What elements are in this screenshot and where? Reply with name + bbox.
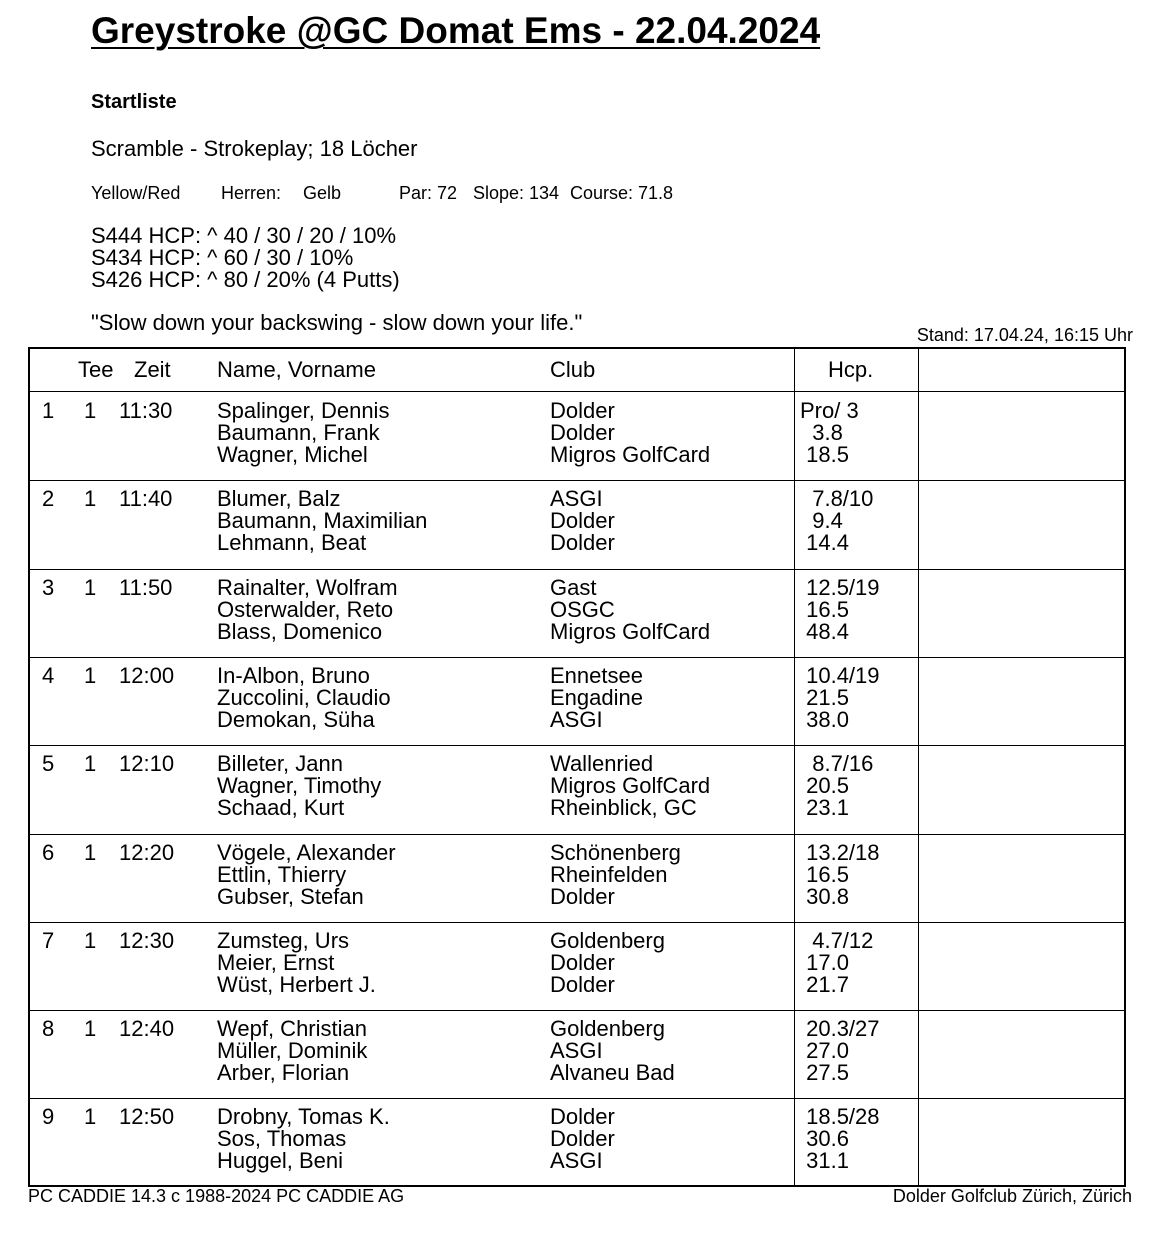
player-name: Zumsteg, Urs: [217, 927, 350, 953]
player-club: Dolder: [550, 530, 615, 556]
player-name: Schaad, Kurt: [217, 795, 345, 821]
flight-number: 7: [42, 927, 55, 953]
player-name: Baumann, Maximilian: [217, 508, 428, 534]
course-rating: Course: 71.8: [570, 183, 674, 203]
flight-time: 11:40: [119, 486, 173, 512]
flight-number: 6: [42, 839, 55, 865]
player-hcp: 18.5: [800, 442, 849, 467]
player-hcp: Pro/ 3: [800, 398, 859, 423]
player-name: Wüst, Herbert J.: [217, 971, 376, 997]
flight-number: 4: [42, 662, 55, 688]
player-club: Dolder: [550, 949, 615, 975]
player-club: Schönenberg: [550, 839, 681, 865]
flight-time: 12:40: [119, 1016, 175, 1042]
list-subtitle: Startliste: [91, 91, 177, 113]
player-club: Dolder: [550, 883, 615, 909]
player-name: Osterwalder, Reto: [217, 596, 394, 622]
player-club: Dolder: [550, 398, 615, 423]
player-club: ASGI: [550, 1148, 603, 1174]
flight-tee: 1: [84, 839, 97, 865]
game-format: Scramble - Strokeplay; 18 Löcher: [91, 136, 418, 161]
flight-tee: 1: [84, 1016, 97, 1042]
flight-row: [30, 657, 1124, 745]
flight-time: 12:10: [119, 751, 175, 777]
player-name: In-Albon, Bruno: [217, 662, 370, 688]
course-slope: Slope: 134: [473, 183, 560, 203]
flight-row: [30, 834, 1124, 922]
player-name: Müller, Dominik: [217, 1038, 368, 1064]
flight-time: 12:30: [119, 927, 175, 953]
player-club: Rheinfelden: [550, 861, 668, 887]
player-names: [217, 1018, 367, 1084]
player-clubs: [550, 753, 710, 819]
hcp-rule-s426: S426 HCP: ^ 80 / 20% (4 Putts): [91, 267, 400, 292]
player-clubs: [550, 1106, 615, 1172]
player-club: Migros GolfCard: [550, 618, 711, 644]
player-clubs: [550, 400, 710, 466]
flight-row: [30, 922, 1124, 1010]
player-name: Demokan, Süha: [217, 706, 375, 732]
flight-row: [30, 1098, 1124, 1186]
flight-tee: 1: [84, 486, 97, 512]
player-name: Wagner, Timothy: [217, 773, 382, 799]
flight-number: 9: [42, 1104, 55, 1130]
player-club: Dolder: [550, 420, 615, 445]
player-names: [217, 1106, 390, 1172]
player-names: [217, 753, 381, 819]
player-names: [217, 927, 376, 997]
player-hcp: 10.4/19: [800, 662, 880, 688]
player-hcp: 13.2/18: [800, 839, 880, 865]
player-hcps: [800, 1018, 880, 1084]
player-club: Rheinblick, GC: [550, 795, 697, 821]
player-club: ASGI: [550, 706, 603, 732]
flight-tee: 1: [84, 927, 97, 953]
player-hcp: 16.5: [800, 596, 849, 622]
player-club: ASGI: [550, 486, 603, 512]
player-hcp: 30.8: [800, 883, 849, 909]
player-hcp: 17.0: [800, 949, 849, 975]
player-club: Dolder: [550, 508, 615, 534]
page-title: Greystroke @GC Domat Ems - 22.04.2024: [91, 10, 821, 51]
player-name: Ettlin, Thierry: [217, 861, 347, 887]
flight-time: 11:50: [119, 574, 173, 600]
course-gender: Herren:: [221, 183, 282, 203]
flight-row: [30, 480, 1124, 568]
player-club: Goldenberg: [550, 927, 665, 953]
player-clubs: [550, 662, 643, 732]
player-name: Zuccolini, Claudio: [217, 684, 391, 710]
course-par: Par: 72: [399, 183, 458, 203]
player-club: Migros GolfCard: [550, 442, 711, 467]
player-clubs: [550, 1018, 675, 1084]
footer-software-credit: PC CADDIE 14.3 c 1988-2024 PC CADDIE AG: [28, 1186, 405, 1206]
flight-tee: 1: [84, 1104, 97, 1130]
column-header-time: Zeit: [134, 357, 171, 382]
flight-number: 2: [42, 486, 55, 512]
player-hcps: [800, 839, 880, 909]
player-hcps: [800, 753, 873, 819]
player-hcp: 7.8/10: [800, 486, 874, 512]
player-hcps: [800, 1106, 880, 1172]
hcp-rule-s434: S434 HCP: ^ 60 / 30 / 10%: [91, 245, 354, 270]
player-hcp: 20.3/27: [800, 1016, 880, 1042]
player-name: Meier, Ernst: [217, 949, 335, 975]
player-name: Lehmann, Beat: [217, 530, 367, 556]
flight-row: [30, 392, 1124, 480]
column-header-name: Name, Vorname: [217, 357, 376, 382]
player-hcp: 23.1: [800, 795, 849, 821]
player-hcp: 21.7: [800, 971, 849, 997]
player-hcp: 27.5: [800, 1060, 849, 1086]
player-hcps: [800, 488, 873, 554]
player-hcp: 38.0: [800, 706, 849, 732]
player-hcp: 4.7/12: [800, 927, 874, 953]
player-club: Goldenberg: [550, 1016, 665, 1042]
player-hcp: 27.0: [800, 1038, 849, 1064]
player-name: Billeter, Jann: [217, 751, 343, 777]
player-name: Vögele, Alexander: [217, 839, 396, 865]
player-name: Gubser, Stefan: [217, 883, 364, 909]
course-tee-color: Gelb: [303, 183, 342, 203]
player-club: Gast: [550, 574, 597, 600]
player-hcp: 18.5/28: [800, 1104, 880, 1130]
flight-tee: 1: [84, 574, 97, 600]
flight-row: [30, 1010, 1124, 1098]
player-hcp: 8.7/16: [800, 751, 874, 777]
player-name: Rainalter, Wolfram: [217, 574, 398, 600]
player-hcp: 21.5: [800, 684, 849, 710]
player-hcp: 12.5/19: [800, 574, 880, 600]
player-names: [217, 574, 398, 644]
player-hcp: 16.5: [800, 861, 849, 887]
player-hcp: 30.6: [800, 1126, 849, 1152]
player-hcp: 3.8: [800, 420, 843, 445]
hcp-rule-s444: S444 HCP: ^ 40 / 30 / 20 / 10%: [91, 223, 397, 248]
player-hcps: [800, 400, 859, 466]
player-clubs: [550, 488, 615, 554]
player-name: Huggel, Beni: [217, 1148, 343, 1174]
player-club: Ennetsee: [550, 662, 643, 688]
column-header-club: Club: [550, 357, 596, 382]
player-hcp: 48.4: [800, 618, 849, 644]
player-name: Blumer, Balz: [217, 486, 341, 512]
player-club: Alvaneu Bad: [550, 1060, 675, 1086]
flight-number: 3: [42, 574, 55, 600]
player-club: Dolder: [550, 1104, 615, 1130]
player-club: Dolder: [550, 1126, 615, 1152]
player-name: Drobny, Tomas K.: [217, 1104, 390, 1130]
player-club: ASGI: [550, 1038, 603, 1064]
flight-tee: 1: [84, 751, 97, 777]
player-name: Wagner, Michel: [217, 442, 368, 467]
flight-time: 12:50: [119, 1104, 175, 1130]
player-name: Arber, Florian: [217, 1060, 350, 1086]
player-names: [217, 488, 427, 554]
flight-number: 1: [42, 398, 55, 423]
player-names: [217, 839, 396, 909]
flight-time: 12:00: [119, 662, 175, 688]
player-club: Migros GolfCard: [550, 773, 711, 799]
flight-number: 8: [42, 1016, 55, 1042]
player-name: Wepf, Christian: [217, 1016, 367, 1042]
player-hcps: [800, 662, 880, 732]
player-clubs: [550, 574, 711, 644]
player-names: [217, 400, 389, 466]
player-name: Baumann, Frank: [217, 420, 380, 445]
player-club: Engadine: [550, 684, 643, 710]
flight-row: [30, 569, 1124, 657]
player-names: [217, 662, 391, 732]
column-header-tee: Tee: [78, 357, 114, 382]
player-club: Dolder: [550, 971, 615, 997]
player-hcps: [800, 927, 874, 997]
player-club: Wallenried: [550, 751, 654, 777]
flight-number: 5: [42, 751, 55, 777]
motto-quote: "Slow down your backswing - slow down your life.": [91, 310, 583, 335]
player-hcp: 14.4: [800, 530, 849, 556]
flight-time: 12:20: [119, 839, 175, 865]
course-tees: Yellow/Red: [91, 183, 181, 203]
player-name: Sos, Thomas: [217, 1126, 347, 1152]
player-club: OSGC: [550, 596, 615, 622]
player-hcps: [800, 574, 880, 644]
flight-tee: 1: [84, 398, 97, 423]
player-name: Blass, Domenico: [217, 618, 383, 644]
column-header-hcp: Hcp.: [828, 357, 874, 382]
flight-tee: 1: [84, 662, 97, 688]
player-hcp: 31.1: [800, 1148, 849, 1174]
player-clubs: [550, 839, 681, 909]
stand-timestamp: Stand: 17.04.24, 16:15 Uhr: [916, 325, 1133, 345]
start-list-table: [28, 347, 1126, 1187]
player-clubs: [550, 927, 665, 997]
player-name: Spalinger, Dennis: [217, 398, 390, 423]
flight-row: [30, 745, 1124, 833]
flight-time: 11:30: [119, 398, 173, 423]
player-hcp: 20.5: [800, 773, 849, 799]
footer-club-name: Dolder Golfclub Zürich, Zürich: [892, 1186, 1132, 1206]
player-hcp: 9.4: [800, 508, 843, 534]
